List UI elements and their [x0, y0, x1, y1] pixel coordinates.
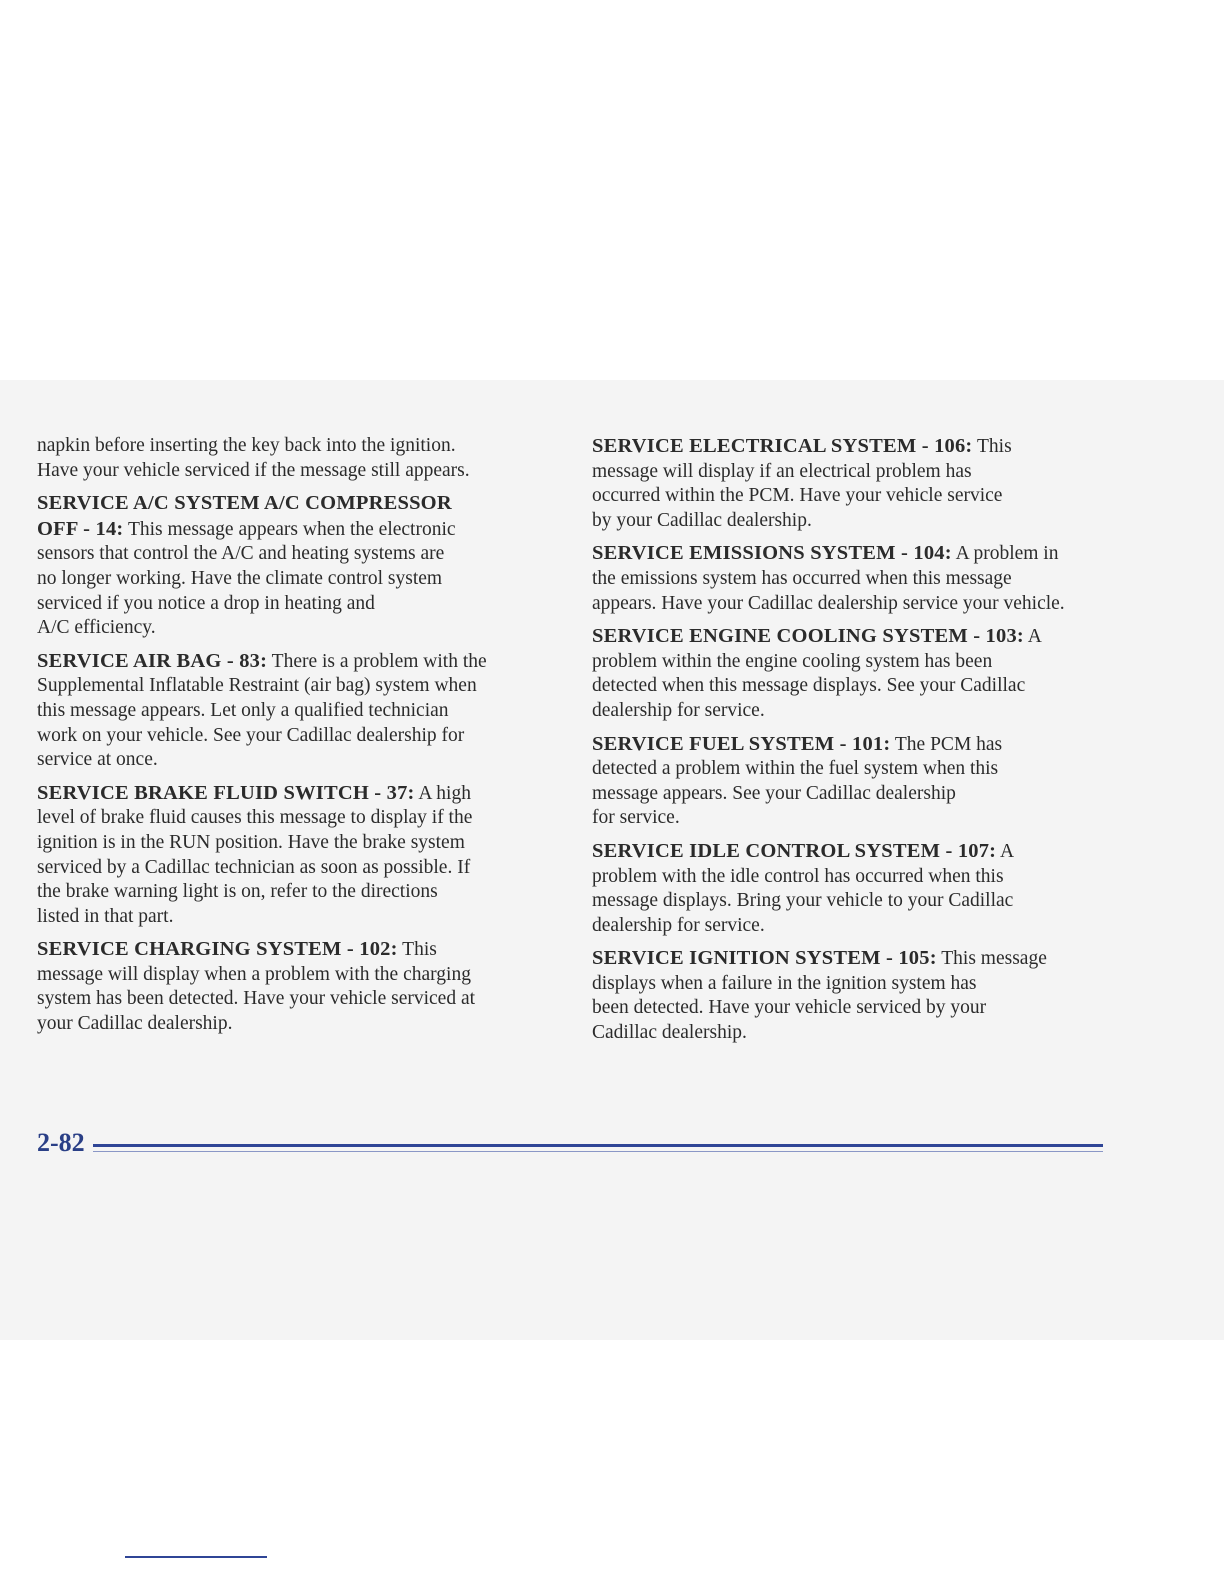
message-text: ignition is in the RUN position. Have the brake system: [37, 831, 465, 853]
message-text: system has been detected. Have your vehicle serviced at: [37, 988, 476, 1010]
message-heading: SERVICE CHARGING SYSTEM - 102:: [37, 938, 398, 961]
text-line: [592, 484, 1112, 509]
message-text: napkin before inserting the key back into the ignition.: [37, 435, 456, 456]
message-paragraph: [592, 624, 1112, 723]
left-column: [37, 434, 557, 1045]
page-footer: [37, 1128, 1117, 1158]
message-text: message appears. See your Cadillac dealership: [592, 782, 956, 804]
text-line: [592, 732, 1112, 758]
message-heading: OFF - 14:: [37, 517, 124, 540]
text-line: [37, 724, 557, 749]
text-line: [37, 616, 557, 641]
message-heading: SERVICE IGNITION SYSTEM - 105:: [592, 947, 937, 970]
text-line: [592, 460, 1112, 485]
message-heading: SERVICE BRAKE FLUID SWITCH - 37:: [37, 781, 415, 804]
text-line: [592, 541, 1112, 567]
text-line: [37, 649, 557, 675]
message-heading: SERVICE ELECTRICAL SYSTEM - 106:: [592, 435, 973, 457]
message-text: dealership for service.: [592, 914, 765, 936]
text-line: [37, 880, 557, 905]
message-text: displays when a failure in the ignition system has: [592, 972, 977, 994]
message-text: detected when this message displays. See your Cadillac: [592, 675, 1026, 697]
message-text: the emissions system has occurred when this message: [592, 567, 1012, 589]
text-line: [592, 914, 1112, 939]
text-line: [37, 831, 557, 856]
text-line: [592, 592, 1112, 617]
text-line: [37, 987, 557, 1012]
message-text: problem within the engine cooling system has been: [592, 650, 993, 672]
text-line: [592, 699, 1112, 724]
message-text: the brake warning light is on, refer to the directions: [37, 881, 438, 903]
text-line: [592, 650, 1112, 675]
message-text: by your Cadillac dealership.: [592, 509, 812, 531]
text-line: [592, 806, 1112, 831]
message-text: your Cadillac dealership.: [37, 1013, 233, 1035]
message-text: appears. Have your Cadillac dealership service your vehicle.: [592, 592, 1065, 614]
text-line: [37, 963, 557, 988]
message-text: this message appears. Let only a qualified technician: [37, 699, 449, 721]
text-line: [37, 459, 557, 484]
text-line: [592, 434, 1112, 460]
message-paragraph: [592, 732, 1112, 831]
text-line: [37, 674, 557, 699]
message-text: A: [996, 840, 1015, 862]
message-text: occurred within the PCM. Have your vehicle service: [592, 485, 1003, 507]
footer-rule: [93, 1144, 1103, 1147]
message-text: dealership for service.: [592, 699, 765, 721]
message-heading: SERVICE IDLE CONTROL SYSTEM - 107:: [592, 839, 997, 862]
message-paragraph: [37, 781, 557, 930]
message-text: This: [972, 436, 1012, 457]
text-line: [37, 937, 557, 963]
message-paragraph: [592, 541, 1112, 616]
text-line: [37, 1012, 557, 1037]
text-line: [592, 1021, 1112, 1046]
message-text: message will display when a problem with the charging: [37, 963, 471, 985]
text-line: [37, 905, 557, 930]
text-line: [37, 856, 557, 881]
message-paragraph: [37, 937, 557, 1036]
text-line: [37, 592, 557, 617]
message-text: level of brake fluid causes this message to display if the: [37, 807, 473, 829]
message-text: A problem in: [951, 543, 1059, 565]
message-paragraph: [37, 491, 557, 641]
text-line: [592, 782, 1112, 807]
text-line: [37, 748, 557, 773]
message-text: for service.: [592, 807, 680, 829]
message-heading: SERVICE ENGINE COOLING SYSTEM - 103:: [592, 625, 1024, 648]
message-paragraph: [37, 434, 557, 483]
text-line: [37, 434, 557, 459]
text-line: [592, 889, 1112, 914]
text-line: [592, 757, 1112, 782]
message-text: message displays. Bring your vehicle to your Cadillac: [592, 890, 1014, 912]
message-text: listed in that part.: [37, 905, 174, 927]
footer-rule-thin: [93, 1151, 1103, 1152]
message-text: Cadillac dealership.: [592, 1022, 747, 1044]
message-text: detected a problem within the fuel system when this: [592, 758, 999, 780]
message-text: There is a problem with the: [267, 650, 487, 672]
text-line: [592, 865, 1112, 890]
page-number: 2-82: [37, 1128, 85, 1157]
message-text: The PCM has: [890, 733, 1003, 755]
text-line: [37, 517, 557, 543]
text-line: [37, 806, 557, 831]
message-text: been detected. Have your vehicle serviced by your: [592, 997, 987, 1019]
text-line: [37, 699, 557, 724]
message-text: serviced if you notice a drop in heating and: [37, 592, 375, 614]
message-text: This message appears when the electronic: [123, 518, 456, 540]
message-text: work on your vehicle. See your Cadillac dealership for: [37, 724, 465, 746]
message-paragraph: [37, 649, 557, 773]
text-line: [592, 624, 1112, 650]
text-line: [592, 509, 1112, 534]
message-paragraph: [592, 434, 1112, 533]
text-line: [592, 839, 1112, 865]
text-line: [592, 996, 1112, 1021]
text-line: [37, 567, 557, 592]
message-heading: SERVICE AIR BAG - 83:: [37, 649, 268, 672]
message-text: service at once.: [37, 749, 158, 771]
message-text: A/C efficiency.: [37, 617, 156, 639]
message-paragraph: [592, 839, 1112, 938]
message-text: no longer working. Have the climate control system: [37, 567, 443, 589]
text-line: [592, 946, 1112, 972]
message-text: message will display if an electrical problem has: [592, 460, 972, 482]
message-paragraph: [592, 946, 1112, 1045]
message-text: problem with the idle control has occurred when this: [592, 865, 1004, 887]
bottom-mark: [125, 1556, 267, 1558]
text-line: [592, 567, 1112, 592]
text-line: [37, 781, 557, 807]
message-heading: SERVICE FUEL SYSTEM - 101:: [592, 732, 891, 755]
message-text: This message: [936, 948, 1047, 970]
text-line: [592, 972, 1112, 997]
message-text: A: [1023, 626, 1042, 648]
message-text: Have your vehicle serviced if the message still appears.: [37, 459, 470, 481]
message-text: sensors that control the A/C and heating systems are: [37, 543, 445, 565]
text-line: [37, 542, 557, 567]
message-text: This: [397, 939, 437, 961]
message-text: A high: [414, 782, 471, 804]
text-line: [37, 491, 557, 517]
text-line: [592, 674, 1112, 699]
message-text: Supplemental Inflatable Restraint (air bag) system when: [37, 675, 477, 697]
message-text: serviced by a Cadillac technician as soon as possible. If: [37, 856, 471, 878]
right-column: [592, 434, 1112, 1054]
message-heading: SERVICE EMISSIONS SYSTEM - 104:: [592, 542, 952, 565]
message-heading: SERVICE A/C SYSTEM A/C COMPRESSOR: [37, 492, 452, 515]
